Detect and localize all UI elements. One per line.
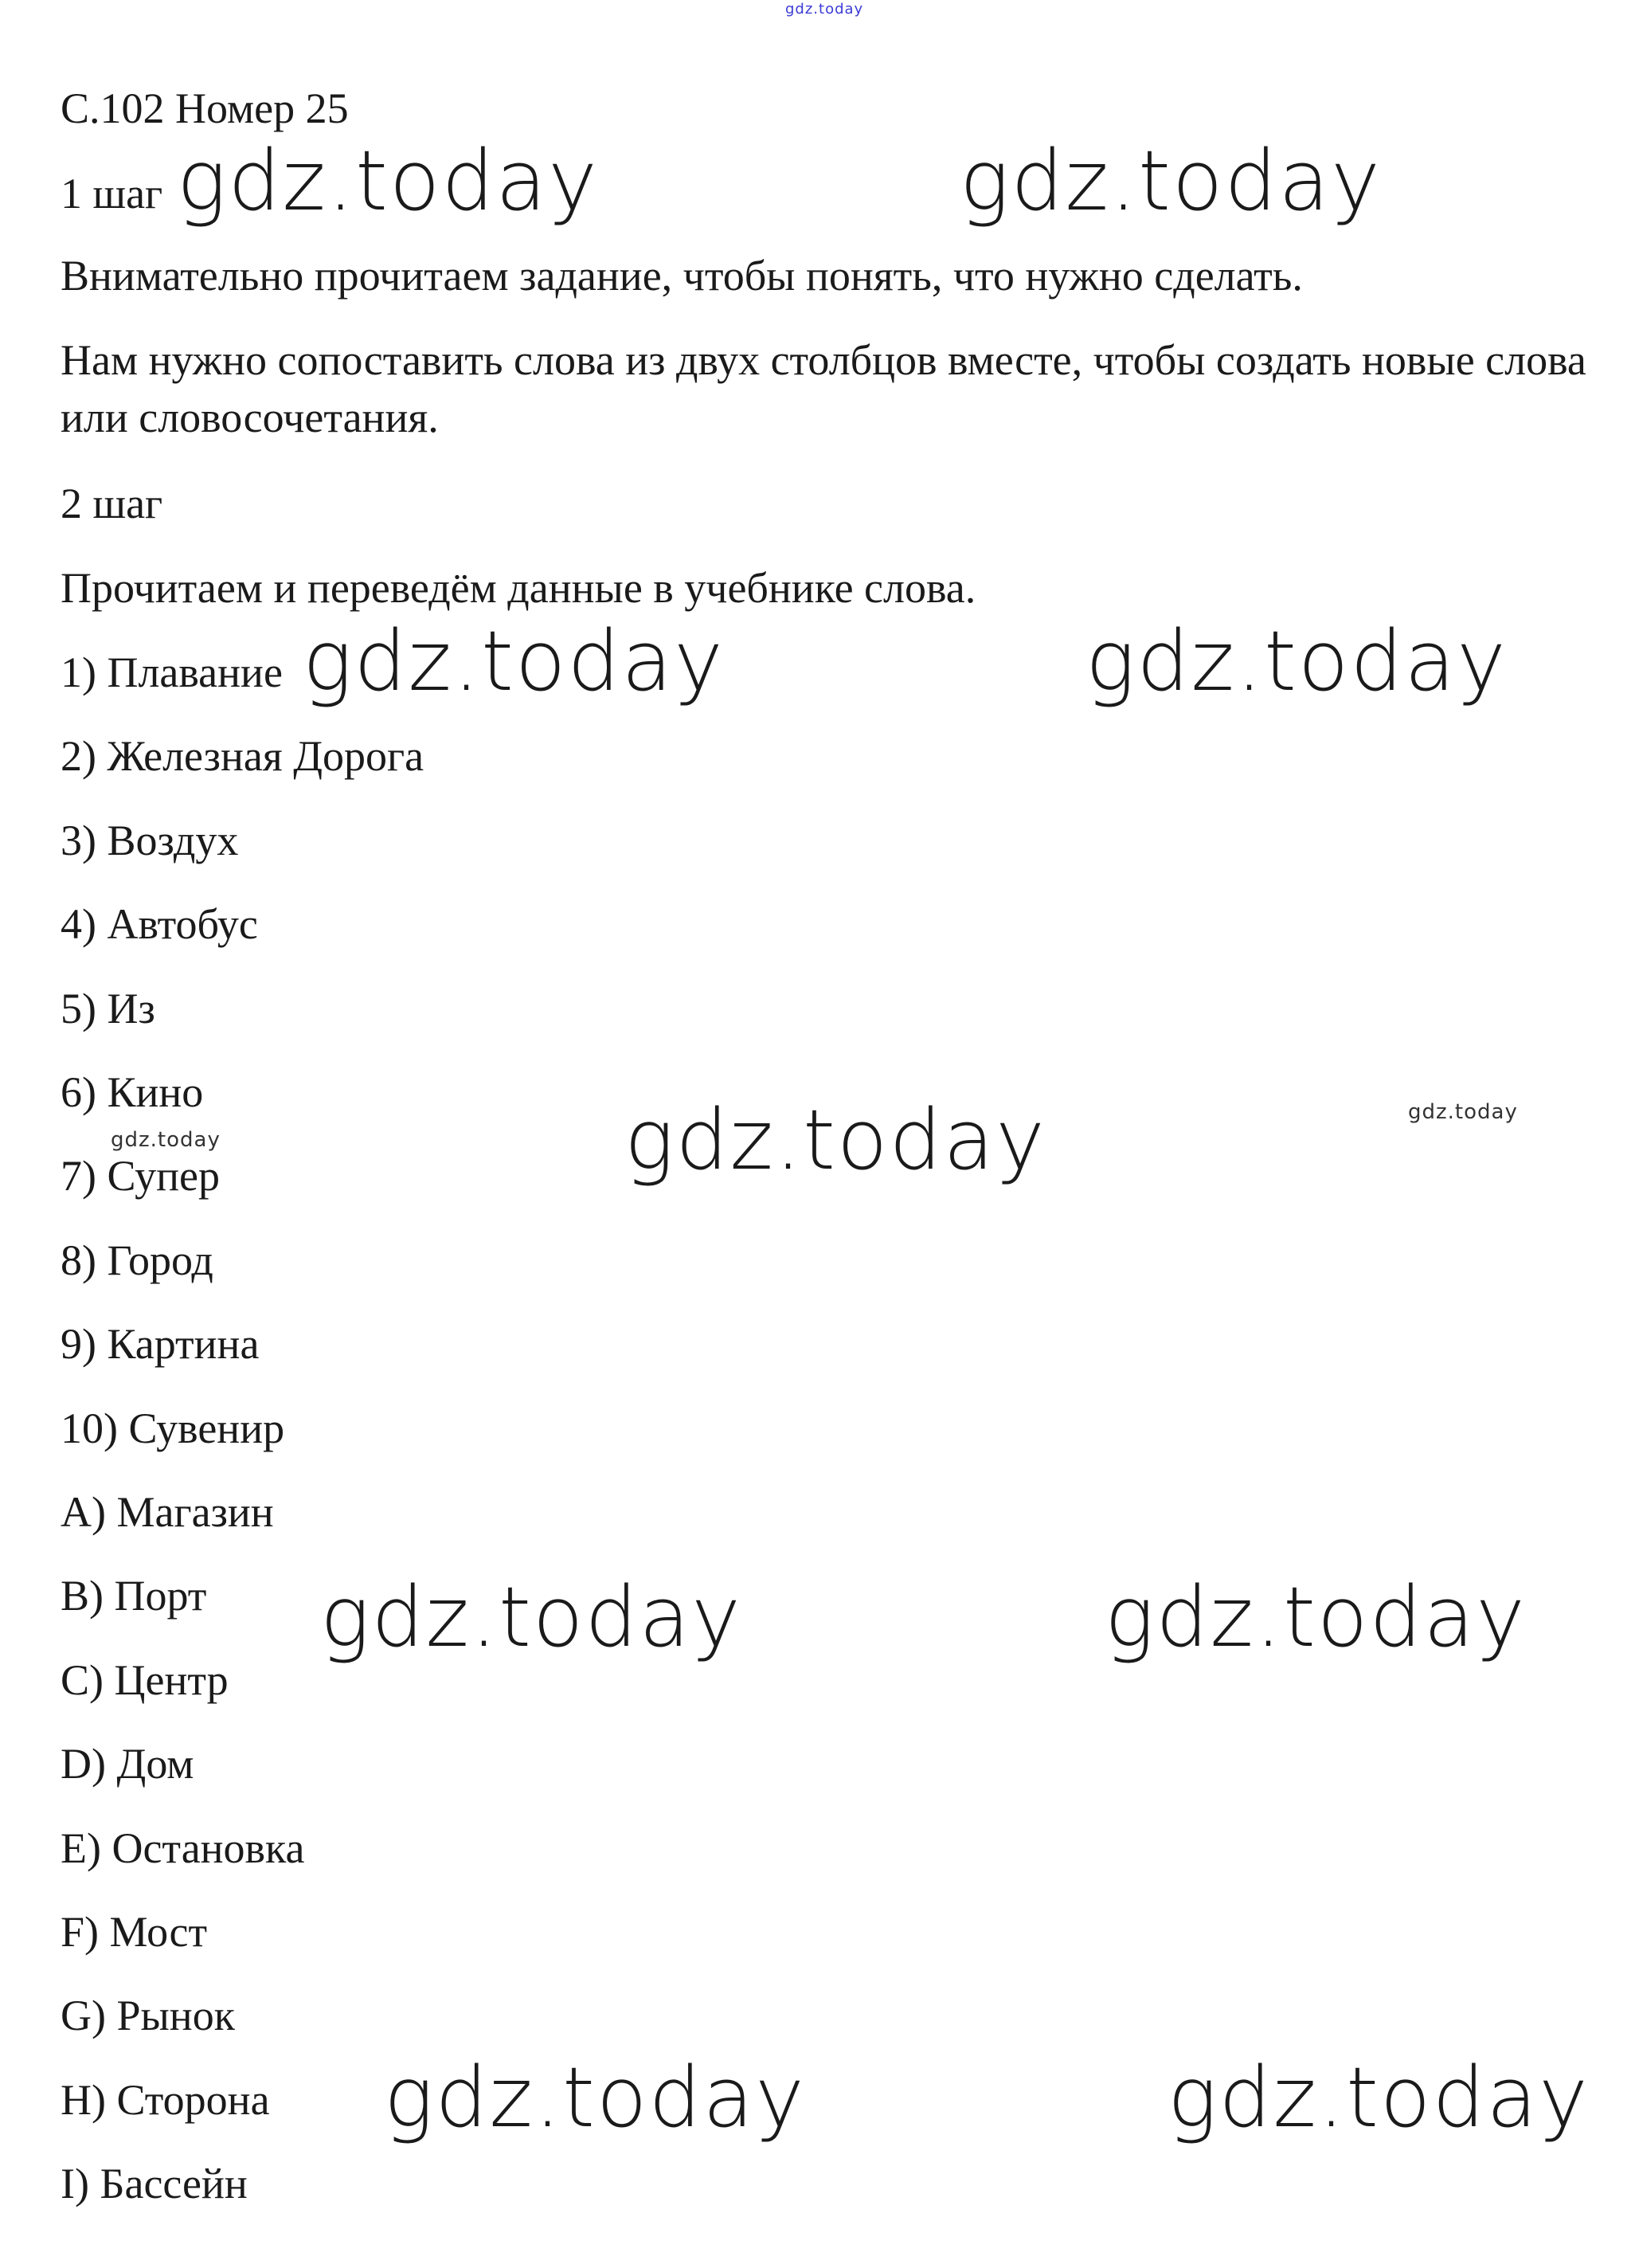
list-item: C) Центр — [61, 1656, 229, 1704]
list-item: E) Остановка — [61, 1824, 305, 1872]
list-item: 7) Супер — [61, 1152, 221, 1200]
list-item: 2) Железная Дорога — [61, 732, 424, 780]
watermark: gdz.today — [384, 2049, 806, 2146]
watermark: gdz.today — [303, 613, 725, 710]
step2-paragraph-1: Прочитаем и переведём данные в учебнике слова. — [61, 564, 976, 612]
list-item: H) Сторона — [61, 2076, 270, 2124]
step1-label: 1 шаг — [61, 170, 163, 217]
list-item: B) Порт — [61, 1572, 207, 1620]
list-item: 6) Кино — [61, 1068, 204, 1116]
watermark: gdz.today — [320, 1569, 742, 1666]
watermark-small: gdz.today — [1408, 1100, 1518, 1124]
watermark: gdz.today — [177, 132, 599, 229]
watermark: gdz.today — [1168, 2049, 1590, 2146]
step1-paragraph-2: Нам нужно сопоставить слова из двух столбцов вместе, чтобы создать новые слова или словосочетания. — [61, 336, 1586, 441]
watermark-tiny: gdz.today — [785, 1, 864, 18]
step2-label: 2 шаг — [61, 480, 163, 527]
list-item: 3) Воздух — [61, 817, 239, 864]
watermark-small: gdz.today — [111, 1128, 221, 1152]
list-item: F) Мост — [61, 1908, 208, 1956]
watermark: gdz.today — [1085, 613, 1508, 710]
list-item: I) Бассейн — [61, 2160, 248, 2207]
page-title: С.102 Номер 25 — [61, 84, 349, 132]
list-item: 9) Картина — [61, 1320, 260, 1368]
watermark: gdz.today — [624, 1091, 1046, 1189]
list-item: 8) Город — [61, 1236, 213, 1284]
watermark: gdz.today — [1105, 1569, 1527, 1666]
list-item: 1) Плавание — [61, 648, 283, 696]
list-item: D) Дом — [61, 1740, 194, 1788]
list-item: G) Рынок — [61, 1992, 235, 2039]
list-item: 10) Сувенир — [61, 1404, 285, 1452]
list-item: 4) Автобус — [61, 900, 258, 948]
watermark: gdz.today — [960, 132, 1382, 229]
list-item: A) Магазин — [61, 1488, 274, 1536]
list-item: 5) Из — [61, 985, 155, 1032]
step1-paragraph-1: Внимательно прочитаем задание, чтобы понять, что нужно сделать. — [61, 252, 1303, 300]
